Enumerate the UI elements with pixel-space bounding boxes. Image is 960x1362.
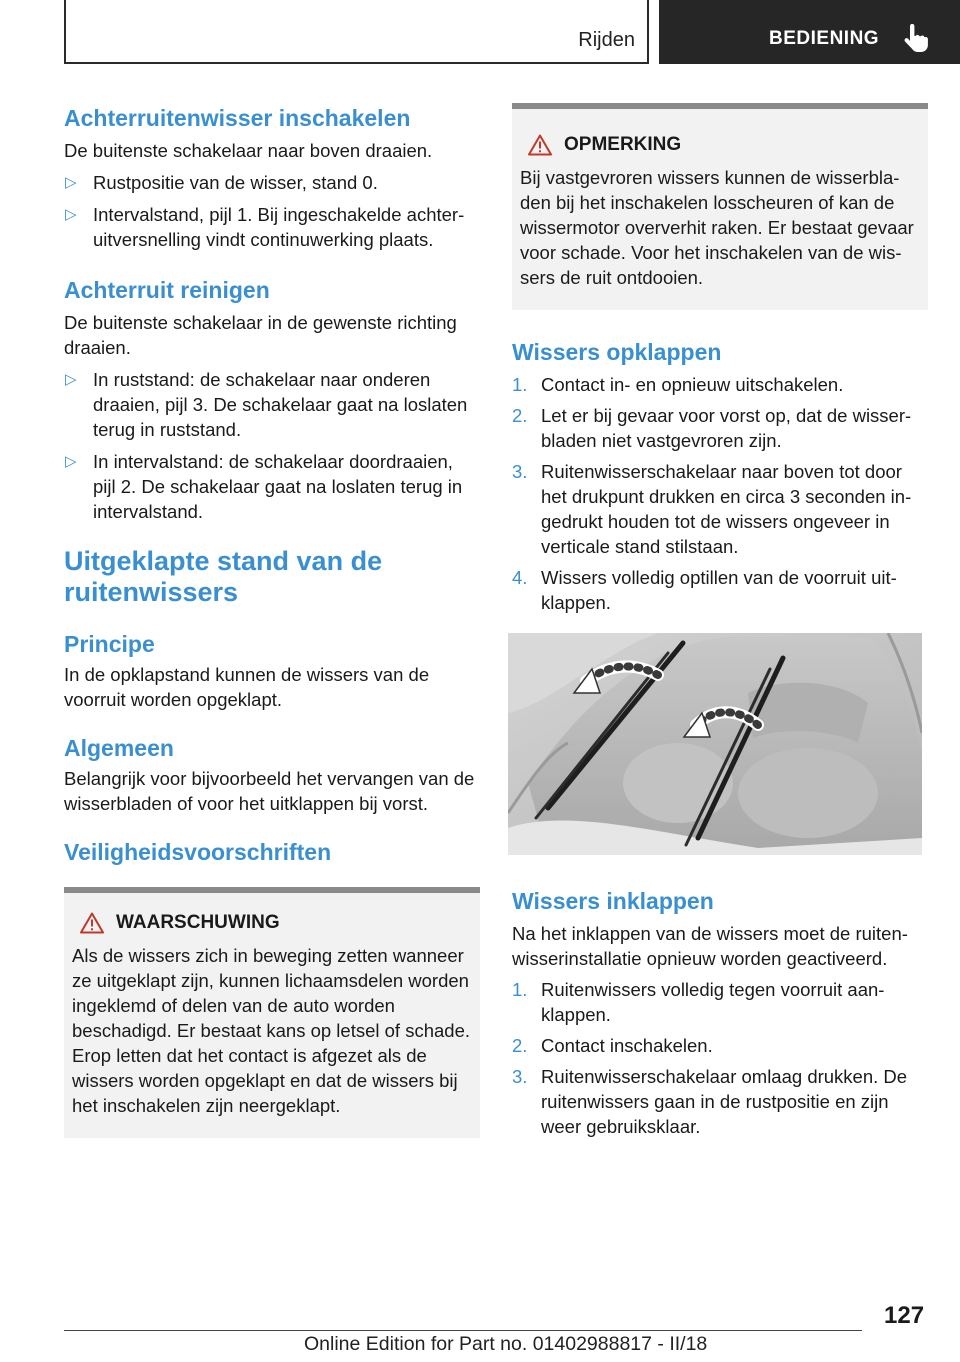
triangle-bullet-icon: ▷ (65, 174, 77, 191)
fold-down-intro: Na het inklappen van de wissers moet de ruitenwisserinstallatie opnieuw worden geactiveerd. (512, 923, 908, 969)
heading-wipers-fold-up: Wissers opklappen (512, 339, 722, 365)
footer-edition: Online Edition for Part no. 01402988817 - II/18 (304, 1333, 708, 1355)
note-title: OPMERKING (564, 134, 682, 155)
rear-clean-intro: De buitenste schakelaar in de gewenste richting draaien. (64, 312, 457, 358)
heading-principle: Principe (64, 631, 155, 657)
list-item: 4. Wissers volledig optillen van de voorruit uitklappen. (512, 567, 897, 613)
warning-text: Als de wissers zich in beweging zetten wanneer ze uitgeklapt zijn, kunnen lichaamsdelen worden ingeklemd of delen van de auto worden beschadigd. Er bestaat kans op letsel of schade. Erop letten dat het contact is afgezet als de wissers worden opgeklapt en dat de wissers bij het inschakelen zijn neergeklapt. (72, 945, 471, 1116)
fold-down-steps (512, 977, 928, 1139)
warning-title: WAARSCHUWING (116, 912, 280, 933)
header-section-title: Rijden (578, 29, 635, 51)
header-chapter-box (659, 0, 960, 64)
rear-wiper-list (64, 170, 480, 252)
list-item: 1. Contact in- en opnieuw uitschakelen. (512, 374, 844, 395)
triangle-bullet-icon: ▷ (65, 453, 77, 470)
windshield-wipers-image (508, 633, 922, 855)
list-item: ▷ Intervalstand, pijl 1. Bij ingeschakelde achteruitversnelling vindt continuwerking plaats. (65, 204, 465, 250)
heading-wipers-fold-down: Wissers inklappen (512, 888, 714, 914)
header-chapter-title: BEDIENING (769, 28, 880, 49)
wiper-illustration (508, 633, 922, 855)
rear-clean-list (64, 367, 480, 524)
heading-safety: Veiligheidsvoorschriften (64, 839, 332, 865)
general-text: Belangrijk voor bijvoorbeeld het vervangen van de wisserbladen of voor het uitklappen bij vorst. (64, 768, 475, 814)
note-box (512, 103, 928, 310)
fold-up-steps (512, 372, 928, 615)
heading-general: Algemeen (64, 735, 174, 761)
footer-divider (64, 1330, 862, 1331)
heading-rear-window-clean: Achterruit reinigen (64, 277, 270, 303)
header-section-box (64, 0, 649, 64)
right-column (512, 103, 928, 1139)
triangle-bullet-icon: ▷ (65, 371, 77, 388)
list-item: ▷ In ruststand: de schakelaar naar onderen draaien, pijl 3. De schakelaar gaat na loslaten terug in ruststand. (65, 369, 468, 440)
pointing-hand-icon (901, 24, 929, 54)
list-item: 1. Ruitenwissers volledig tegen voorruit aanklappen. (512, 979, 885, 1025)
heading-rear-wiper-on: Achterruitenwisser inschakelen (64, 105, 411, 131)
warning-triangle-icon (80, 912, 104, 934)
rear-wiper-intro: De buitenste schakelaar naar boven draaien. (64, 140, 433, 161)
left-column (64, 100, 480, 1138)
warning-box (64, 887, 480, 1138)
list-item: ▷ Rustpositie van de wisser, stand 0. (65, 172, 378, 193)
heading-folded-position: Uitgeklapte stand van de ruitenwissers (64, 546, 383, 607)
principle-text: In de opklapstand kunnen de wissers van de voorruit worden opgeklapt. (64, 664, 430, 710)
list-item: 2. Let er bij gevaar voor vorst op, dat de wisserbladen niet vastgevroren zijn. (512, 405, 912, 451)
page-number: 127 (884, 1302, 925, 1329)
list-item: 3. Ruitenwisserschakelaar omlaag drukken. De ruitenwissers gaan in de rustpositie en zijn weer gebruiksklaar. (512, 1066, 908, 1137)
list-item: 2. Contact inschakelen. (512, 1035, 713, 1056)
triangle-bullet-icon: ▷ (65, 206, 77, 223)
list-item: ▷ In intervalstand: de schakelaar doordraaien, pijl 2. De schakelaar gaat na loslaten terug in intervalstand. (65, 451, 463, 522)
note-text: Bij vastgevroren wissers kunnen de wisserbladen bij het inschakelen losscheuren of kan de wissermotor oververhit raken. Er bestaat gevaar voor schade. Voor het inschakelen van de wissers de ruit ontdooien. (520, 167, 914, 288)
list-item: 3. Ruitenwisserschakelaar naar boven tot door het drukpunt drukken en circa 3 seconden ingedrukt houden tot de wissers ongeveer in verticale stand stilstaan. (512, 461, 912, 557)
warning-triangle-icon (528, 134, 552, 156)
